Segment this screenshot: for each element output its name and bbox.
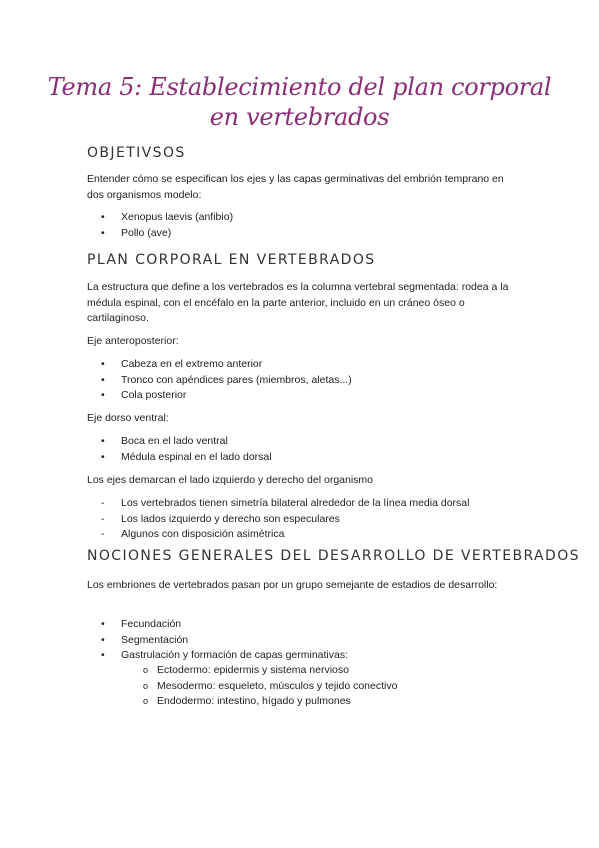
bullet-marker: • (101, 618, 105, 630)
list-item: • Pollo (ave) (87, 226, 233, 242)
list-item: • Boca en el lado ventral (87, 434, 272, 450)
bullet-marker: • (101, 649, 105, 661)
list-item: - Algunos con disposición asimétrica (87, 527, 469, 543)
germ-layers-list (143, 663, 397, 710)
circle-marker: o (143, 665, 149, 675)
axes-list (87, 496, 469, 543)
bullet-marker: • (101, 358, 105, 370)
page-title (40, 72, 559, 132)
nociones-list (87, 617, 348, 664)
list-item: • Cola posterior (87, 388, 352, 404)
title-line-2: en vertebrados (209, 103, 390, 131)
bullet-marker: • (101, 389, 105, 401)
dv-axis-list (87, 434, 272, 465)
dv-axis-label: Eje dorso ventral: (87, 412, 169, 424)
bullet-marker: • (101, 211, 105, 223)
axes-label: Los ejes demarcan el lado izquierdo y derecho del organismo (87, 474, 374, 486)
bullet-marker: • (101, 373, 105, 386)
dash-marker: - (101, 528, 105, 540)
objetivos-list (87, 210, 233, 241)
list-item: • Cabeza en el extremo anterior (87, 357, 352, 373)
list-item: o Mesodermo: esqueleto, músculos y tejido conectivo (143, 679, 397, 695)
bullet-marker: • (101, 226, 105, 239)
circle-marker: o (143, 680, 149, 691)
heading-plan-corporal: PLAN CORPORAL EN VERTEBRADOS (87, 252, 376, 268)
ap-axis-label: Eje anteroposterior: (87, 335, 179, 347)
list-item: • Tronco con apéndices pares (miembros, aletas...) (87, 373, 352, 389)
nociones-intro: Los embriones de vertebrados pasan por un grupo semejante de estadios de desarrollo: (87, 579, 498, 591)
heading-nociones: NOCIONES GENERALES DEL DESARROLLO DE VERTEBRADOS (87, 548, 580, 564)
bullet-marker: • (101, 435, 105, 447)
objetivos-intro: Entender cómo se especifican los ejes y las capas germinativas del embrión temprano en dos organismos modelo: (87, 173, 504, 201)
plan-intro: La estructura que define a los vertebrados es la columna vertebral segmentada: rodea a la médula espinal, con el encéfalo en la parte anterior, incluido en un cráneo óseo o cartilaginoso. (87, 281, 509, 324)
list-item: • Gastrulación y formación de capas germinativas: (87, 648, 348, 664)
list-item: - Los vertebrados tienen simetría bilateral alrededor de la línea media dorsal (87, 496, 469, 512)
ap-axis-list (87, 357, 352, 404)
list-item: • Fecundación (87, 617, 348, 633)
dash-marker: - (101, 497, 105, 509)
list-item: • Médula espinal en el lado dorsal (87, 450, 272, 466)
circle-marker: o (143, 696, 149, 706)
list-item: • Segmentación (87, 633, 348, 649)
list-item: • Xenopus laevis (anfibio) (87, 210, 233, 226)
list-item: o Ectodermo: epidermis y sistema nervioso (143, 663, 397, 679)
list-item: o Endodermo: intestino, hígado y pulmones (143, 694, 397, 710)
bullet-marker: • (101, 450, 105, 463)
list-item: - Los lados izquierdo y derecho son especulares (87, 512, 469, 528)
title-line-1: Tema 5: Establecimiento del plan corporal (47, 73, 552, 101)
bullet-marker: • (101, 633, 105, 646)
dash-marker: - (101, 512, 105, 525)
heading-objetivos: OBJETIVSOS (87, 145, 186, 161)
